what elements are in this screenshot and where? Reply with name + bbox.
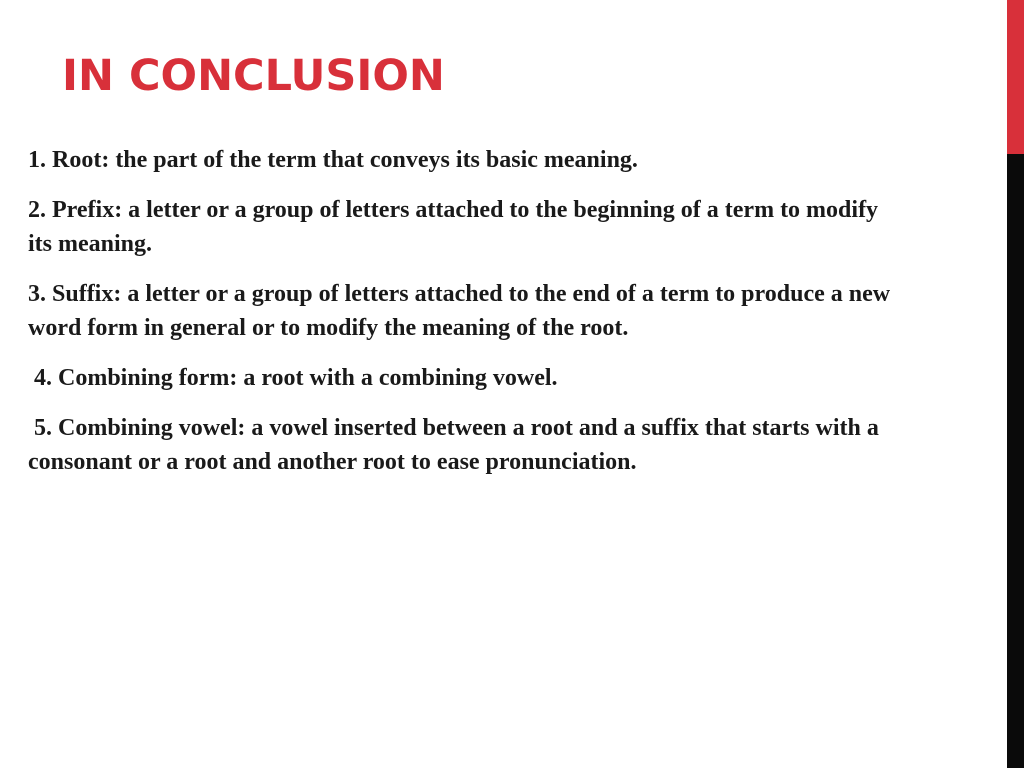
- accent-bar-black: [1007, 154, 1024, 768]
- definition-list: [28, 143, 908, 495]
- slide-title: IN CONCLUSION: [62, 51, 445, 101]
- definition-combining-form: 4. Combining form: a root with a combining vowel.: [28, 365, 558, 391]
- accent-bar-red: [1007, 0, 1024, 154]
- definition-suffix: 3. Suffix: a letter or a group of letters attached to the end of a term to produce a new word form in general or to modify the meaning of the root.: [28, 281, 891, 341]
- definition-prefix: 2. Prefix: a letter or a group of letters attached to the beginning of a term to modify its meaning.: [28, 197, 879, 257]
- definition-root: 1. Root: the part of the term that conveys its basic meaning.: [28, 147, 638, 173]
- definition-combining-vowel: 5. Combining vowel: a vowel inserted between a root and a suffix that starts with a consonant or a root and another root to ease pronunciation.: [28, 415, 879, 475]
